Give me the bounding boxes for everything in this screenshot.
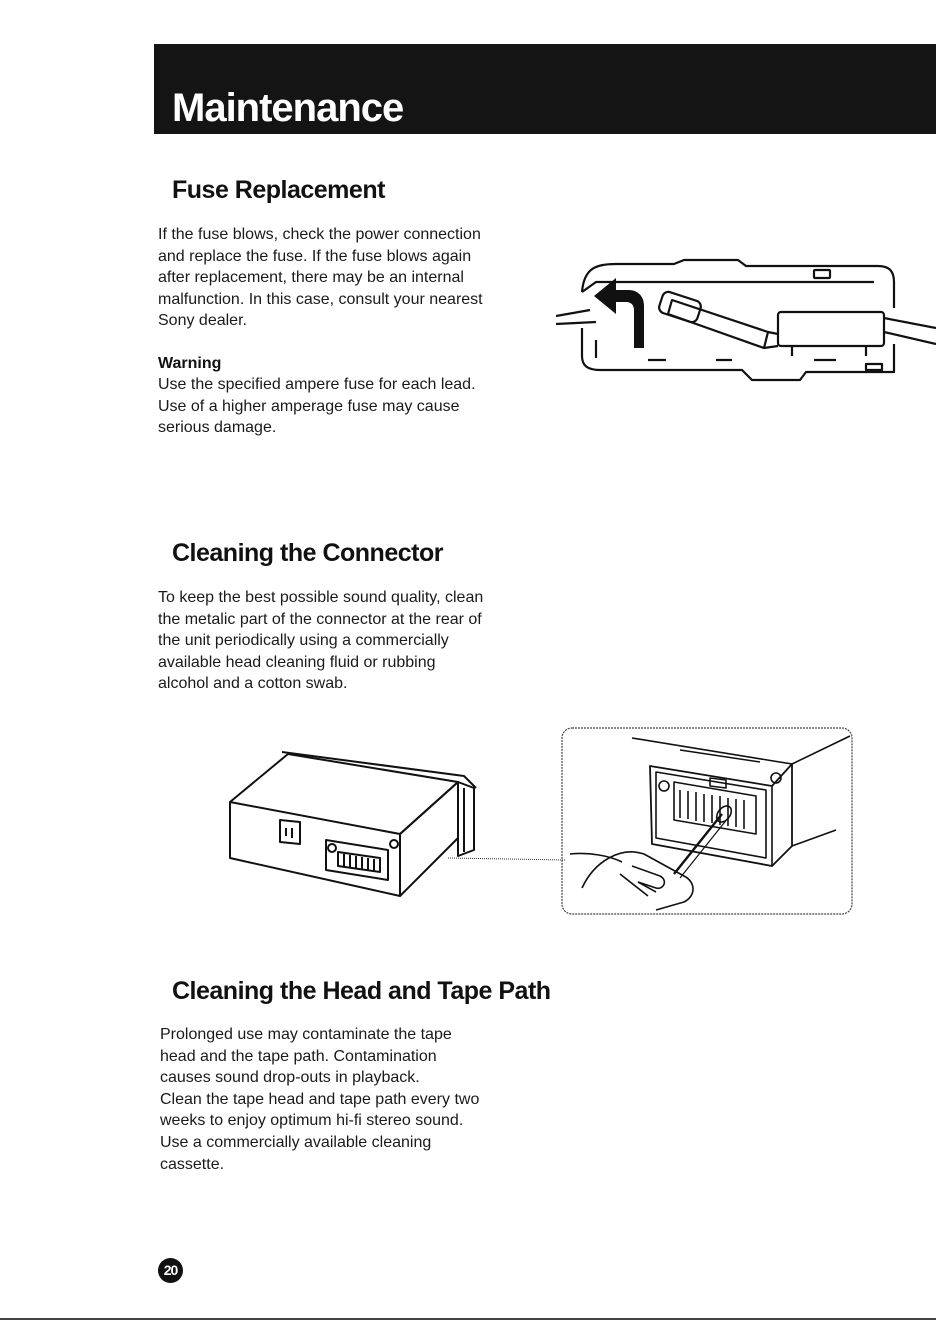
page-title: Maintenance (172, 86, 404, 130)
fuse-body-text: If the fuse blows, check the power connection and replace the fuse. If the fuse blows again after replacement, there may be an internal malfunction. In this case, consult your nearest Sony dealer. (158, 226, 483, 330)
page-number-badge (158, 1258, 183, 1283)
fuse-holder-illustration-icon (556, 248, 936, 388)
warning-label: Warning (158, 355, 222, 372)
warning-body-text: Use the specified ampere fuse for each lead. Use of a higher amperage fuse may cause serious damage. (158, 376, 476, 437)
connector-cleaning-swab-illustration-icon (560, 726, 854, 916)
head-body-text: Prolonged use may contaminate the tape head and the tape path. Contamination causes sound drop-outs in playback. Clean the tape head and tape path every two weeks to enjoy optimum hi-fi stereo sound. Use a commercially available cleaning cassette. (160, 1026, 480, 1173)
footer-rule (0, 1318, 936, 1320)
fuse-section-title: Fuse Replacement (172, 176, 385, 204)
car-stereo-unit-illustration-icon (226, 748, 566, 900)
connector-section-title: Cleaning the Connector (172, 539, 443, 567)
page-number: 20 (163, 1262, 178, 1278)
connector-body-text: To keep the best possible sound quality, clean the metalic part of the connector at the rear of the unit periodically using a commercially available head cleaning fluid or rubbing alcohol and a cotton swab. (158, 589, 484, 693)
head-section-title: Cleaning the Head and Tape Path (172, 977, 551, 1005)
